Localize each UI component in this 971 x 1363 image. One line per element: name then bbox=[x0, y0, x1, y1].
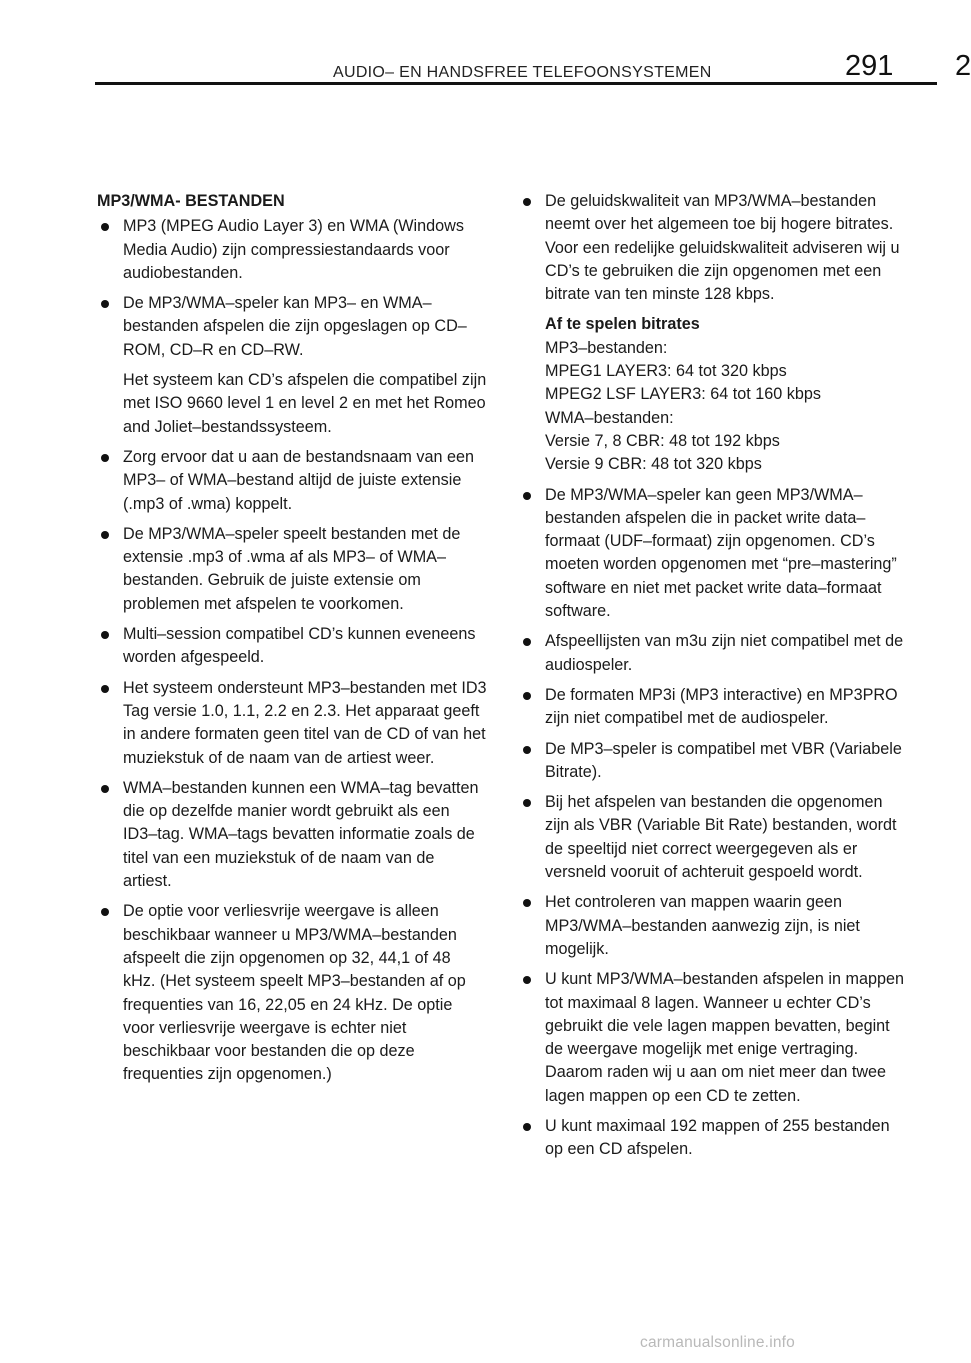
page-number: 291 bbox=[845, 50, 894, 82]
right-column bbox=[519, 190, 909, 1169]
bullet-item: WMA–bestanden kunnen een WMA–tag bevatten die op dezelfde manier wordt gebruikt als een ID3–tag. WMA–tags bevatten informatie zoals de titel van een muziekstuk of de naam van de artiest. bbox=[97, 777, 487, 893]
bullet-item: Multi–session compatibel CD’s kunnen eveneens worden afgespeeld. bbox=[97, 623, 487, 670]
bitrate-line: MPEG2 LSF LAYER3: 64 tot 160 kbps bbox=[545, 385, 821, 404]
bullet-item: Afspeellijsten van m3u zijn niet compatibel met de audiospeler. bbox=[519, 630, 909, 677]
bullet-item: De MP3/WMA–speler speelt bestanden met de extensie .mp3 of .wma af als MP3– of WMA–bestanden. Gebruik de juiste extensie om problemen met afspelen te voorkomen. bbox=[97, 523, 487, 616]
bitrates-heading: Af te spelen bitrates bbox=[545, 315, 700, 334]
paragraph: Het systeem kan CD’s afspelen die compatibel zijn met ISO 9660 level 1 en level 2 en met het Romeo and Joliet–bestandssysteem. bbox=[123, 371, 487, 436]
bitrate-line: WMA–bestanden: bbox=[545, 408, 674, 427]
bullet-item: MP3 (MPEG Audio Layer 3) en WMA (Windows Media Audio) zijn compressiestandaards voor audiobestanden. bbox=[97, 215, 487, 285]
left-column bbox=[97, 190, 487, 1094]
section-title: MP3/WMA- BESTANDEN bbox=[97, 192, 285, 210]
bullet-item: De geluidskwaliteit van MP3/WMA–bestanden neemt over het algemeen toe bij hogere bitrates. Voor een redelijke geluidskwaliteit adviseren wij u CD’s te gebruiken die zijn opgenomen met een bitrate van ten minste 128 kbps. bbox=[519, 190, 909, 306]
bullet-item: De optie voor verliesvrije weergave is alleen beschikbaar wanneer u MP3/WMA–bestanden afspeelt die zijn opgenomen op 32, 44,1 of 48 kHz. (Het systeem speelt MP3–bestanden af op frequenties van 16, 22,05 en 24 kHz. De optie voor verliesvrije weergave is echter niet beschikbaar voor bestanden die op deze frequenties zijn opgenomen.) bbox=[97, 900, 487, 1086]
bullet-item: Zorg ervoor dat u aan de bestandsnaam van een MP3– of WMA–bestand altijd de juiste extensie (.mp3 of .wma) koppelt. bbox=[97, 446, 487, 516]
bullet-item: U kunt MP3/WMA–bestanden afspelen in mappen tot maximaal 8 lagen. Wanneer u echter CD’s gebruikt die vele lagen mappen bevatten, begint de weergave mogelijk met enige vertraging. Daarom raden wij u aan om niet meer dan twee lagen mappen op een CD te zetten. bbox=[519, 968, 909, 1108]
bitrate-line: MPEG1 LAYER3: 64 tot 320 kbps bbox=[545, 362, 787, 381]
bullet-item: De MP3/WMA–speler kan MP3– en WMA– bestanden afspelen die zijn opgeslagen op CD–ROM, CD–R en CD–RW. bbox=[97, 292, 487, 362]
bullet-item: Het controleren van mappen waarin geen MP3/WMA–bestanden aanwezig zijn, is niet mogelijk. bbox=[519, 891, 909, 961]
bullet-item: De MP3–speler is compatibel met VBR (Variabele Bitrate). bbox=[519, 738, 909, 785]
bullet-item: Bij het afspelen van bestanden die opgenomen zijn als VBR (Variable Bit Rate) bestanden, wordt de speeltijd niet correct weergegeven als er versneld vooruit of achteruit gespoeld wordt. bbox=[519, 791, 909, 884]
bullet-item: U kunt maximaal 192 mappen of 255 bestanden op een CD afspelen. bbox=[519, 1115, 909, 1162]
chapter-edge-mark: 2 bbox=[955, 50, 971, 82]
bitrate-line: MP3–bestanden: bbox=[545, 338, 668, 357]
bitrate-line: Versie 9 CBR: 48 tot 320 kbps bbox=[545, 455, 762, 474]
bitrates-block bbox=[519, 313, 909, 476]
bullet-item: De MP3/WMA–speler kan geen MP3/WMA–bestanden afspelen die in packet write data–formaat (UDF–formaat) zijn opgenomen. CD’s moeten worden opgenomen met “pre–mastering” software en niet met packet write data–formaat software. bbox=[519, 484, 909, 624]
bitrate-line: Versie 7, 8 CBR: 48 tot 192 kbps bbox=[545, 431, 780, 450]
header-rule bbox=[95, 82, 937, 85]
watermark-link[interactable]: carmanualsonline.info bbox=[640, 1334, 795, 1351]
page-header bbox=[95, 50, 971, 92]
bullet-item: De formaten MP3i (MP3 interactive) en MP3PRO zijn niet compatibel met de audiospeler. bbox=[519, 684, 909, 731]
bullet-item: Het systeem ondersteunt MP3–bestanden met ID3 Tag versie 1.0, 1.1, 2.2 en 2.3. Het apparaat geeft in andere formaten geen titel van de CD of van het muziekstuk of de naam van de artiest weer. bbox=[97, 677, 487, 770]
header-title: AUDIO– EN HANDSFREE TELEFOONSYSTEMEN bbox=[333, 64, 712, 81]
